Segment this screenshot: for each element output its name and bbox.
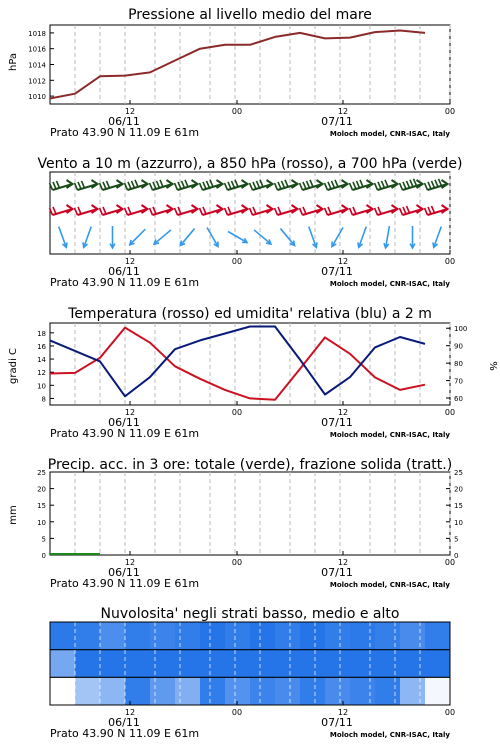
wind-barb-feather (203, 207, 206, 214)
cloud-location: Prato 43.90 N 11.09 E 61m (50, 727, 200, 740)
temp-ytick-label: 16 (37, 342, 46, 351)
wind-barb-10m (358, 227, 366, 248)
precip-credit: Moloch model, CNR-ISAC, Italy (329, 581, 450, 589)
precip-xtick-label: 00 (231, 558, 243, 567)
wind-barb-850hPa (75, 205, 98, 215)
wind-barb-feather (203, 182, 206, 189)
precip-ylabel: mm (8, 505, 19, 525)
wind-barb-feather (100, 208, 103, 215)
cloud-cell (250, 650, 276, 678)
wind-barb-feather (328, 182, 331, 189)
wind-barb-850hPa (175, 205, 198, 215)
cloud-cell (300, 650, 326, 678)
wind-barb-feather (300, 208, 303, 215)
wind-barb-feather (253, 207, 256, 214)
precip-location: Prato 43.90 N 11.09 E 61m (50, 577, 200, 590)
cloud-cell (425, 650, 451, 678)
cloud-cell (375, 622, 401, 650)
precip-right-ytick-label: 0 (454, 552, 459, 560)
wind-barb-10m (384, 226, 389, 248)
wind-barb-feather (350, 183, 353, 190)
cloud-cell (400, 622, 426, 650)
temp-ylabel: gradi C (8, 348, 19, 384)
wind-barb-feather (432, 206, 435, 213)
precip-xtick-label: 00 (444, 558, 456, 567)
wind-arrow-shaft (254, 230, 271, 244)
cloud-cell (125, 677, 151, 705)
temp-ytick-label: 14 (37, 356, 46, 365)
pressure-xtick-label: 00 (444, 107, 456, 116)
wind-barb-feather (425, 183, 428, 190)
wind-barb-700hPa (150, 180, 173, 190)
wind-barb-feather (378, 182, 381, 189)
temp-rh-xtick-label: 12 (337, 408, 349, 417)
wind-barb-feather (282, 181, 285, 188)
cloud-cell (225, 650, 251, 678)
wind-barb-feather (228, 207, 231, 214)
precip-xtick-label: 12 (124, 558, 136, 567)
precip-frame (50, 472, 450, 555)
wind-barb-feather (403, 207, 406, 214)
wind-barb-850hPa (350, 205, 373, 215)
cloud-credit: Moloch model, CNR-ISAC, Italy (329, 731, 450, 739)
wind-barb-10m (410, 226, 415, 248)
wind-barb-700hPa (50, 180, 73, 190)
wind-barb-feather (328, 207, 331, 214)
wind-barb-feather (128, 182, 131, 189)
wind-barb-feather (175, 208, 178, 215)
wind-title: Vento a 10 m (azzurro), a 850 hPa (rosso), a 700 hPa (verde) (37, 156, 463, 172)
cloud-cell (425, 677, 451, 705)
wind-barb-700hPa (375, 180, 398, 190)
wind-barb-10m (309, 227, 317, 248)
cloud-date-label: 06/11 (108, 716, 140, 729)
cloud-cell (125, 622, 151, 650)
cloud-cell (200, 677, 226, 705)
wind-barb-feather (228, 182, 231, 189)
chart-layers (28, 25, 467, 740)
wind-barb-feather (53, 207, 56, 214)
precip-left-ytick-label: 10 (37, 518, 46, 527)
pressure-date-label: 06/11 (108, 115, 140, 128)
cloud-cell (300, 622, 326, 650)
cloud-cell (325, 622, 351, 650)
temperature-line (50, 328, 425, 400)
cloud-xtick-label: 12 (337, 708, 349, 717)
cloud-cell (200, 622, 226, 650)
wind-barb-feather (128, 207, 131, 214)
cloud-cell (125, 650, 151, 678)
pressure-ytick-label: 1010 (28, 93, 46, 102)
wind-barb-feather (382, 181, 385, 188)
wind-barb-feather (353, 207, 356, 214)
rh-ytick-label: 90 (454, 342, 463, 351)
cloud-cell (325, 650, 351, 678)
wind-barb-feather (353, 182, 356, 189)
cloud-cell (275, 677, 301, 705)
cloud-cell (425, 622, 451, 650)
wind-barb-850hPa (400, 205, 423, 215)
wind-barb-850hPa (200, 205, 223, 215)
wind-barb-feather (425, 208, 428, 215)
wind-barb-feather (439, 179, 442, 186)
cloud-title: Nuvolosita' negli strati basso, medio e alto (100, 606, 400, 622)
wind-barb-feather (385, 180, 388, 187)
humidity-line (50, 327, 425, 397)
wind-barb-feather (410, 180, 413, 187)
wind-barb-10m (207, 227, 218, 246)
precip-left-ytick-label: 20 (37, 485, 46, 494)
wind-barb-700hPa (200, 180, 223, 190)
temp-rh-location: Prato 43.90 N 11.09 E 61m (50, 427, 200, 440)
wind-barb-700hPa (300, 180, 323, 190)
cloud-cell (400, 677, 426, 705)
wind-barb-feather (428, 207, 431, 214)
wind-barb-10m (110, 226, 115, 248)
wind-arrow-shaft (130, 229, 146, 245)
wind-barb-feather (57, 181, 60, 188)
wind-arrow-shaft (228, 232, 247, 243)
cloud-cell (250, 622, 276, 650)
wind-barb-10m (433, 227, 441, 248)
pressure-xtick-label: 00 (231, 107, 243, 116)
wind-date-label: 07/11 (321, 265, 353, 278)
wind-barb-feather (435, 180, 438, 187)
wind-barb-feather (335, 180, 338, 187)
wind-barb-700hPa (175, 180, 198, 190)
wind-barb-700hPa (100, 180, 123, 190)
pressure-ytick-label: 1016 (28, 45, 46, 54)
wind-barb-feather (200, 183, 203, 190)
cloud-date-label: 07/11 (321, 716, 353, 729)
wind-barb-feather (257, 181, 260, 188)
wind-barb-850hPa (150, 205, 173, 215)
wind-barb-feather (360, 180, 363, 187)
wind-barb-feather (357, 181, 360, 188)
wind-barb-feather (200, 208, 203, 215)
cloud-cell (150, 650, 176, 678)
wind-barb-feather (400, 183, 403, 190)
pressure-date-label: 07/11 (321, 115, 353, 128)
wind-barb-feather (160, 180, 163, 187)
wind-barb-feather (414, 179, 417, 186)
wind-barb-feather (428, 182, 431, 189)
cloud-cell (75, 622, 101, 650)
temp-rh-panel (50, 323, 450, 405)
wind-barb-10m (83, 227, 91, 248)
pressure-ytick-label: 1018 (28, 29, 46, 38)
precip-left-ytick-label: 25 (37, 469, 46, 477)
cloud-cell (325, 677, 351, 705)
wind-barb-850hPa (425, 205, 448, 215)
cloud-cell (350, 622, 376, 650)
wind-barb-feather (278, 182, 281, 189)
pressure-panel (50, 25, 450, 104)
temp-rh-frame (50, 323, 450, 405)
cloud-cell (350, 677, 376, 705)
temp-rh-date-label: 06/11 (108, 416, 140, 429)
wind-barb-10m (280, 229, 294, 246)
wind-barb-feather (103, 182, 106, 189)
wind-barb-feather (375, 183, 378, 190)
cloud-cell (100, 650, 126, 678)
wind-barb-feather (235, 180, 238, 187)
cloud-xtick-label: 12 (124, 708, 136, 717)
precip-right-ytick-label: 5 (454, 535, 459, 544)
wind-barb-feather (107, 181, 110, 188)
pressure-title: Pressione al livello medio del mare (128, 7, 372, 23)
pressure-credit: Moloch model, CNR-ISAC, Italy (329, 130, 450, 138)
cloud-cell (50, 677, 76, 705)
wind-barb-feather (403, 182, 406, 189)
wind-barb-feather (325, 208, 328, 215)
wind-barb-feather (275, 183, 278, 190)
wind-barb-feather (225, 208, 228, 215)
temp-ytick-label: 12 (37, 369, 46, 378)
wind-barb-850hPa (125, 205, 148, 215)
temp-ytick-label: 10 (37, 382, 46, 391)
wind-arrow-shaft (280, 229, 294, 246)
wind-barb-feather (250, 208, 253, 215)
wind-barb-feather (275, 208, 278, 215)
temp-ytick-label: 18 (37, 329, 46, 338)
wind-barb-feather (207, 181, 210, 188)
cloud-xtick-label: 00 (444, 708, 456, 717)
precip-bar (50, 553, 75, 555)
wind-barb-10m (59, 227, 67, 248)
wind-barb-feather (432, 181, 435, 188)
precip-left-ytick-label: 0 (41, 552, 46, 560)
precip-left-ytick-label: 5 (41, 535, 46, 544)
wind-barb-feather (278, 207, 281, 214)
wind-barb-10m (180, 229, 194, 246)
pressure-xtick-label: 12 (124, 107, 136, 116)
wind-barb-700hPa (350, 180, 373, 190)
wind-barb-850hPa (375, 205, 398, 215)
cloud-cell (250, 677, 276, 705)
wind-barb-700hPa (125, 180, 148, 190)
wind-barb-10m (154, 230, 171, 244)
precip-right-ytick-label: 20 (454, 485, 463, 494)
rh-ylabel: % (487, 361, 498, 371)
wind-barb-feather (157, 181, 160, 188)
wind-barb-feather (250, 183, 253, 190)
wind-barb-feather (407, 181, 410, 188)
wind-barb-850hPa (250, 205, 273, 215)
cloud-cell (225, 677, 251, 705)
wind-barb-feather (78, 207, 81, 214)
cloud-cell (100, 677, 126, 705)
temp-rh-credit: Moloch model, CNR-ISAC, Italy (329, 431, 450, 439)
wind-barb-feather (182, 181, 185, 188)
cloud-cell (200, 650, 226, 678)
pressure-line (50, 31, 425, 99)
wind-barb-feather (125, 208, 128, 215)
wind-barb-feather (135, 180, 138, 187)
wind-barb-850hPa (275, 205, 298, 215)
temp-rh-title: Temperatura (rosso) ed umidita' relativa (blu) a 2 m (68, 306, 432, 322)
wind-barb-feather (303, 207, 306, 214)
wind-barb-feather (150, 183, 153, 190)
precip-left-ytick-label: 15 (37, 502, 46, 511)
wind-barb-feather (378, 207, 381, 214)
wind-barb-feather (407, 206, 410, 213)
wind-barb-feather (53, 182, 56, 189)
temp-rh-date-label: 07/11 (321, 416, 353, 429)
wind-barb-850hPa (225, 205, 248, 215)
pressure-ylabel: hPa (8, 52, 19, 72)
precip-date-label: 06/11 (108, 566, 140, 579)
wind-xtick-label: 12 (124, 257, 136, 266)
cloud-cell (150, 622, 176, 650)
wind-barb-feather (260, 180, 263, 187)
wind-barb-feather (132, 181, 135, 188)
wind-barb-850hPa (100, 205, 123, 215)
wind-barb-feather (310, 180, 313, 187)
wind-barb-10m (254, 230, 271, 244)
cloud-xtick-label: 00 (231, 708, 243, 717)
precip-bar (75, 553, 100, 555)
wind-arrow-shaft (154, 230, 171, 244)
precip-panel (50, 472, 450, 555)
wind-barb-700hPa (275, 180, 298, 190)
precip-xtick-label: 12 (337, 558, 349, 567)
temp-rh-xtick-label: 00 (444, 408, 456, 417)
cloud-cell (400, 650, 426, 678)
wind-arrow-shaft (207, 227, 218, 246)
wind-barb-feather (232, 181, 235, 188)
wind-barb-feather (175, 183, 178, 190)
cloud-cell (150, 677, 176, 705)
cloud-cell (375, 650, 401, 678)
precip-date-label: 07/11 (321, 566, 353, 579)
rh-ytick-label: 100 (454, 325, 468, 334)
wind-credit: Moloch model, CNR-ISAC, Italy (329, 280, 450, 288)
wind-barb-feather (225, 183, 228, 190)
cloud-cell (50, 622, 76, 650)
cloud-cell (75, 677, 101, 705)
wind-barb-850hPa (300, 205, 323, 215)
wind-barb-feather (75, 208, 78, 215)
precip-right-ytick-label: 25 (454, 469, 463, 477)
wind-barb-feather (332, 181, 335, 188)
pressure-location: Prato 43.90 N 11.09 E 61m (50, 126, 200, 139)
cloud-cell (175, 650, 201, 678)
wind-barb-feather (82, 181, 85, 188)
wind-barb-feather (303, 182, 306, 189)
wind-barb-feather (210, 180, 213, 187)
precip-title: Precip. acc. in 3 ore: totale (verde), frazione solida (tratt.) (47, 457, 453, 473)
pressure-xtick-label: 12 (337, 107, 349, 116)
cloud-cell (100, 622, 126, 650)
wind-arrow-shaft (180, 229, 194, 246)
wind-barb-10m (332, 227, 343, 246)
wind-barb-feather (325, 183, 328, 190)
cloud-cell (75, 650, 101, 678)
temp-rh-xtick-label: 12 (124, 408, 136, 417)
precip-right-ytick-label: 15 (454, 502, 463, 511)
pressure-frame (50, 25, 450, 104)
wind-barb-10m (228, 232, 247, 243)
wind-xtick-label: 12 (337, 257, 349, 266)
wind-barb-feather (78, 182, 81, 189)
wind-xtick-label: 00 (231, 257, 243, 266)
wind-date-label: 06/11 (108, 265, 140, 278)
cloud-cell (50, 650, 76, 678)
cloud-cell (275, 650, 301, 678)
wind-barb-feather (400, 208, 403, 215)
wind-barb-10m (130, 229, 146, 245)
wind-barb-feather (375, 208, 378, 215)
rh-ytick-label: 60 (454, 395, 463, 404)
cloud-cell (225, 622, 251, 650)
cloud-cell (175, 677, 201, 705)
wind-barb-feather (350, 208, 353, 215)
wind-barb-700hPa (75, 180, 98, 190)
wind-barb-feather (253, 182, 256, 189)
wind-barb-700hPa (425, 179, 448, 190)
cloud-cell (175, 622, 201, 650)
wind-barb-700hPa (325, 180, 348, 190)
wind-barb-700hPa (225, 180, 248, 190)
wind-xtick-label: 00 (444, 257, 456, 266)
wind-barb-feather (285, 180, 288, 187)
cloud-cell (350, 650, 376, 678)
wind-barb-850hPa (325, 205, 348, 215)
rh-ytick-label: 70 (454, 377, 463, 386)
rh-ytick-label: 80 (454, 360, 463, 369)
precip-right-ytick-label: 10 (454, 518, 463, 527)
wind-barb-feather (185, 180, 188, 187)
cloud-cell (275, 622, 301, 650)
temp-ytick-label: 8 (41, 395, 46, 404)
pressure-ytick-label: 1012 (28, 77, 46, 86)
wind-barb-feather (307, 181, 310, 188)
wind-barb-feather (103, 207, 106, 214)
wind-location: Prato 43.90 N 11.09 E 61m (50, 276, 200, 289)
wind-barb-feather (150, 208, 153, 215)
wind-barb-feather (300, 183, 303, 190)
wind-arrow-shaft (332, 227, 343, 246)
pressure-ytick-label: 1014 (28, 61, 46, 70)
wind-barb-700hPa (250, 180, 273, 190)
wind-barb-850hPa (50, 205, 73, 215)
cloud-cell (375, 677, 401, 705)
cloud-cell (300, 677, 326, 705)
wind-barb-700hPa (400, 179, 423, 190)
temp-rh-xtick-label: 00 (231, 408, 243, 417)
